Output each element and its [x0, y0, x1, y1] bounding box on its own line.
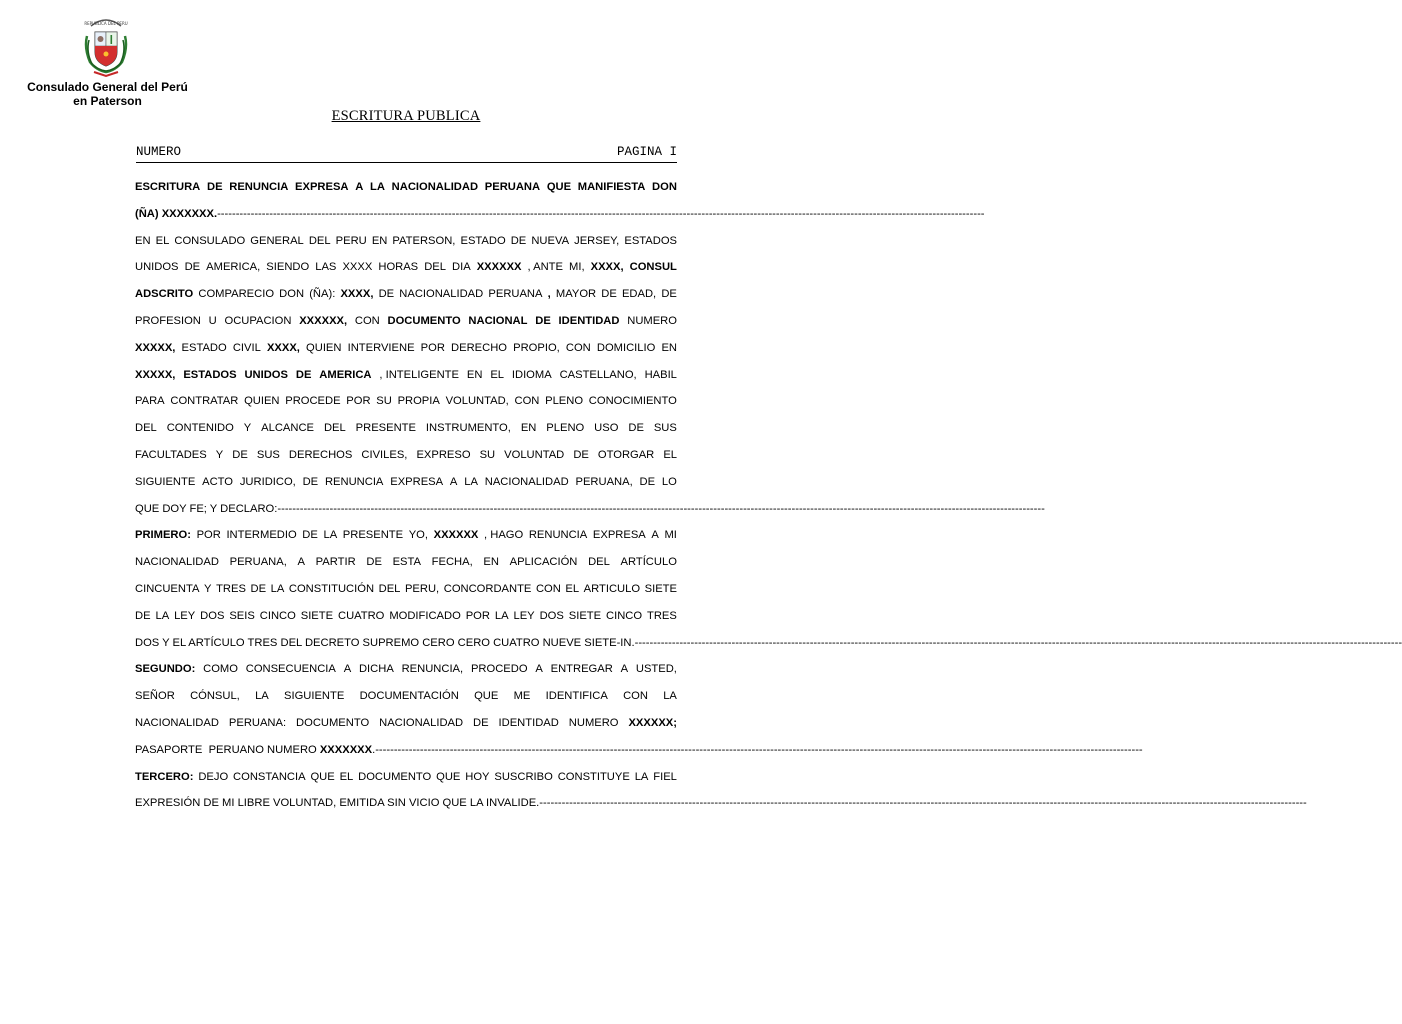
- bold-text: XXXXXX: [433, 529, 479, 542]
- body-line: [135, 469, 677, 496]
- body-text-run: MAYOR: [555, 288, 597, 301]
- body-text-run: ARTÍCULO: [620, 556, 677, 569]
- body-text-run: ENTREGAR: [550, 663, 613, 676]
- body-text-run: DE: [628, 422, 644, 435]
- body-text-run: DE: [573, 448, 589, 461]
- body-text-run: GENERAL: [250, 234, 304, 247]
- body-text-run: ME: [513, 690, 531, 703]
- body-text-run: A: [620, 663, 629, 676]
- body-text-run: LA: [494, 609, 509, 622]
- body-text-run: MODIFICADO: [389, 609, 461, 622]
- body-text-run: PERUANA,: [229, 556, 287, 569]
- body-text-run: EXPRESA: [592, 529, 646, 542]
- bold-text: ESCRITURA: [135, 181, 201, 193]
- body-text-run: DE: [232, 448, 248, 461]
- body-text-run: CON: [535, 582, 561, 595]
- body-text-run: INTERMEDIO: [226, 529, 297, 542]
- body-text-run: LA: [634, 770, 649, 783]
- body-text-run: DEL: [323, 422, 346, 435]
- body-text-run: SUSCRIBO: [494, 770, 553, 783]
- body-text-run: PERU,: [404, 582, 440, 595]
- body-line: [135, 201, 985, 228]
- body-text-run: PRESENTE: [342, 529, 404, 542]
- body-text-run: SUS: [256, 448, 280, 461]
- body-text-run: SEÑOR: [135, 690, 175, 703]
- body-text-run: NACIONALIDAD: [399, 288, 484, 301]
- body-text-run: DOCUMENTACIÓN: [359, 690, 459, 703]
- body-text-run: HABIL: [644, 368, 677, 381]
- body-text-run: POR: [346, 395, 371, 408]
- body-text-run: DE: [639, 475, 656, 488]
- body-text-run: POR: [420, 341, 445, 354]
- body-text-run: POR: [465, 609, 490, 622]
- body-text-run: SIENDO: [266, 261, 310, 274]
- body-text-run: PLENO: [546, 422, 585, 435]
- bold-text: NACIONALIDAD: [391, 181, 479, 193]
- body-text-run: ESTADO: [460, 234, 506, 247]
- body-text-run: CON: [565, 341, 591, 354]
- seal-lettering: REPUBLICA DEL PERU: [84, 21, 128, 26]
- body-text-run: SIGUIENTE: [284, 690, 345, 703]
- body-text-run: HORAS: [378, 261, 419, 274]
- body-line: [135, 656, 677, 683]
- consulate-name: [20, 80, 195, 108]
- body-text-run: DE: [510, 234, 527, 247]
- body-text-run: COMO: [203, 663, 238, 676]
- body-text-run: CIVILES,: [361, 448, 408, 461]
- body-text-run: PROFESION: [135, 314, 201, 327]
- body-text-run: A: [343, 663, 352, 676]
- body-text-run: DEL: [378, 582, 401, 595]
- bold-text: EXPRESA: [295, 181, 349, 193]
- body-text-run: A: [651, 529, 659, 542]
- body-line: [135, 174, 677, 201]
- body-text-run: , ANTE: [527, 261, 563, 274]
- body-line: [135, 710, 677, 737]
- bold-text: DOCUMENTO: [387, 314, 461, 327]
- body-text-run: .: [372, 743, 376, 756]
- body-text-run: DOCUMENTO: [358, 770, 432, 783]
- body-text-run: ARTICULO: [583, 582, 641, 595]
- body-text-run: DEJO: [198, 770, 229, 783]
- body-text-run: SUS: [653, 422, 677, 435]
- body-text-run: DEL: [424, 261, 446, 274]
- body-text-run: MI,: [569, 261, 585, 274]
- bold-text: DON: [652, 181, 677, 193]
- body-text-run: PASAPORTE PERUANO NUMERO: [135, 743, 320, 756]
- body-text-run: EL: [565, 582, 580, 595]
- body-text-run: EXPRESO: [416, 448, 471, 461]
- body-text-run: LA: [255, 690, 269, 703]
- body-text-run: QUE: [474, 690, 499, 703]
- body-line: [135, 764, 677, 791]
- body-line: [135, 790, 1307, 817]
- peru-coat-of-arms-icon: [82, 18, 130, 78]
- body-line: [135, 737, 1143, 764]
- body-text-run: CONTRATAR: [170, 395, 239, 408]
- bold-text: ESTADOS: [183, 368, 237, 381]
- body-text-run: NACIONALIDAD: [379, 716, 464, 729]
- bold-text: DE: [295, 368, 312, 381]
- body-text-run: LA: [323, 529, 338, 542]
- body-text-run: NUMERO: [568, 716, 619, 729]
- body-text-run: LAS: [315, 261, 337, 274]
- body-text-run: PROCEDE: [285, 395, 341, 408]
- bold-text: XXXXX,: [135, 368, 176, 381]
- body-text-run: PARTIR: [315, 556, 356, 569]
- body-text-run: DE: [661, 288, 677, 301]
- body-text-run: SIETE: [300, 609, 334, 622]
- body-line: [135, 362, 677, 389]
- body-text-run: YO,: [408, 529, 428, 542]
- body-text-run: XXXX: [342, 261, 373, 274]
- body-text-run: CINCO: [606, 609, 643, 622]
- bold-text: XXXXXX;: [628, 716, 677, 729]
- body-text-run: DE: [250, 582, 267, 595]
- consulate-line-1: Consulado General del Perú: [27, 80, 188, 94]
- body-text-run: CONSTANCIA: [233, 770, 306, 783]
- body-line: [135, 228, 677, 255]
- body-text-run: EN: [661, 341, 677, 354]
- body-text-run: RENUNCIA: [528, 529, 588, 542]
- body-text-run: , HAGO: [484, 529, 524, 542]
- body-text-run: DE: [378, 288, 395, 301]
- body-text-run: CASTELLANO,: [559, 368, 637, 381]
- body-text-run: NUMERO: [627, 314, 677, 327]
- body-text-run: EN: [466, 368, 483, 381]
- body-text-run: DIA: [452, 261, 471, 274]
- body-text-run: CONSTITUCIÓN: [288, 582, 375, 595]
- body-text-run: PROPIO,: [513, 341, 560, 354]
- body-text-run: CONCORDANTE: [443, 582, 532, 595]
- body-text-run: Y: [215, 448, 224, 461]
- body-text-run: DE: [473, 716, 489, 729]
- body-text-run: ESTADOS: [624, 234, 677, 247]
- body-text-run: QUIEN: [306, 341, 342, 354]
- body-line: [135, 281, 677, 308]
- body-text-run: A: [535, 663, 543, 676]
- body-text-run: DOMICILIO: [596, 341, 656, 354]
- body-line: [135, 308, 677, 335]
- body-line: [135, 576, 677, 603]
- body-text-run: QUIEN: [244, 395, 280, 408]
- body-text-run: AMERICA,: [206, 261, 261, 274]
- body-text-run: QUE: [436, 770, 461, 783]
- body-text-run: JERSEY,: [574, 234, 620, 247]
- body-text-run: QUE: [310, 770, 335, 783]
- body-text-run: CINCO: [259, 609, 296, 622]
- body-text-run: INTERVIENE: [347, 341, 415, 354]
- body-text-run: EDAD,: [621, 288, 657, 301]
- body-text-run: SIETE: [644, 582, 677, 595]
- body-text-run: FECHA,: [431, 556, 473, 569]
- body-text-run: EL: [490, 368, 504, 381]
- body-text-run: COMPARECIO: [198, 288, 275, 301]
- body-text-run: IDENTIDAD: [498, 716, 559, 729]
- body-text-run: JURIDICO,: [239, 475, 296, 488]
- body-text-run: DERECHO: [451, 341, 507, 354]
- header-number-label: NUMERO: [136, 145, 182, 159]
- body-text-run: DON: [279, 288, 305, 301]
- document-header: [136, 145, 677, 163]
- body-text-run: LA: [464, 475, 478, 488]
- bold-text: ADSCRITO: [135, 288, 194, 301]
- body-text-run: RENUNCIA,: [401, 663, 464, 676]
- body-text-run: DOS Y EL ARTÍCULO TRES DEL DECRETO SUPREMO CERO CERO CUATRO NUEVE SIETE-IN.: [135, 636, 635, 649]
- body-text-run: U: [208, 314, 217, 327]
- body-text-run: PROCEDO: [470, 663, 528, 676]
- body-text-run: CONSULADO: [174, 234, 246, 247]
- body-text-run: , INTELIGENTE: [379, 368, 459, 381]
- bold-text: PERUANA: [484, 181, 541, 193]
- body-line: [135, 683, 677, 710]
- bold-text: XXXX,: [590, 261, 624, 274]
- body-text-run: A: [297, 556, 305, 569]
- body-text-run: EL: [155, 234, 170, 247]
- bold-text: RENUNCIA: [229, 181, 289, 193]
- bold-text: (ÑA) XXXXXXX.: [135, 207, 218, 220]
- header-page-label: PAGINA I: [616, 145, 677, 159]
- bold-text: XXXXX,: [135, 341, 176, 354]
- bold-text: XXXX,: [266, 341, 300, 354]
- bold-text: DE: [535, 314, 551, 327]
- body-text-run: NACIONALIDAD: [135, 556, 219, 569]
- bold-text: PRIMERO:: [135, 529, 191, 542]
- body-line: [135, 415, 677, 442]
- body-text-run: EN: [135, 234, 151, 247]
- body-text-run: PERUANA: [488, 288, 543, 301]
- bold-text: NACIONAL: [468, 314, 528, 327]
- bold-text: UNIDOS: [244, 368, 288, 381]
- body-line: [135, 603, 677, 630]
- bold-text: TERCERO:: [135, 770, 194, 783]
- dash-filler: --------------------------------------------------------------------------------------------------------------------------------------------------------------------------------------------------------------: [277, 502, 1045, 515]
- body-text-run: DOS: [200, 609, 225, 622]
- dash-filler: --------------------------------------------------------------------------------------------------------------------------------------------------------------------------------------------------------------: [375, 743, 1143, 756]
- body-text-run: TRES: [646, 609, 677, 622]
- body-text-run: DOCUMENTO: [296, 716, 370, 729]
- body-text-run: UNIDOS: [135, 261, 179, 274]
- body-text-run: (ÑA):: [309, 288, 336, 301]
- bold-text: CONSUL: [629, 261, 677, 274]
- body-text-run: LA: [663, 690, 677, 703]
- body-text-run: CONSECUENCIA: [245, 663, 336, 676]
- body-text-run: SU: [479, 448, 496, 461]
- body-text-run: USO: [594, 422, 619, 435]
- body-text-run: EN: [483, 556, 499, 569]
- body-text-run: CUATRO: [337, 609, 385, 622]
- body-line: [135, 630, 1402, 657]
- body-text-run: SIETE: [568, 609, 602, 622]
- body-text-run: ACTO: [202, 475, 233, 488]
- body-text-run: DERECHOS: [288, 448, 353, 461]
- body-line: [135, 335, 677, 362]
- body-text-run: CONOCIMIENTO: [588, 395, 677, 408]
- body-line: [135, 254, 677, 281]
- body-text-run: SIGUIENTE: [135, 475, 196, 488]
- body-text-run: CÓNSUL,: [190, 690, 240, 703]
- bold-text: MANIFIESTA: [577, 181, 646, 193]
- body-text-run: CINCUENTA: [135, 582, 200, 595]
- body-text-run: MI: [664, 529, 677, 542]
- body-text-run: TRES: [216, 582, 246, 595]
- body-text-run: VOLUNTAD: [504, 448, 565, 461]
- bold-text: SEGUNDO:: [135, 663, 196, 676]
- body-text-run: LEY: [513, 609, 535, 622]
- body-text-run: EXPRESA: [390, 475, 444, 488]
- bold-text: LA: [370, 181, 385, 193]
- body-text-run: POR: [196, 529, 221, 542]
- body-text-run: DE: [366, 556, 382, 569]
- bold-text: XXXXXX: [476, 261, 522, 274]
- dash-filler: --------------------------------------------------------------------------------------------------------------------------------------------------------------------------------------------------------------: [539, 797, 1307, 810]
- body-text-run: Y: [243, 422, 252, 435]
- body-text-run: LEY: [174, 609, 196, 622]
- body-text-run: NUEVA: [531, 234, 570, 247]
- body-text-run: EN: [371, 234, 388, 247]
- body-text-run: PARA: [135, 395, 165, 408]
- bold-text: DE: [206, 181, 223, 193]
- body-text-run: DE: [135, 609, 151, 622]
- body-text-run: LA: [155, 609, 170, 622]
- body-text-run: DEL: [135, 422, 157, 435]
- body-text-run: CON: [514, 395, 540, 408]
- bold-text: ,: [547, 288, 551, 301]
- consulate-line-2: en Paterson: [73, 94, 142, 108]
- body-line: [135, 442, 677, 469]
- body-text-run: DE: [184, 261, 201, 274]
- body-text-run: RENUNCIA: [324, 475, 384, 488]
- body-text-run: EXPRESIÓN DE MI LIBRE VOLUNTAD, EMITIDA SIN VICIO QUE LA INVALIDE.: [135, 797, 540, 810]
- body-text-run: DE: [601, 288, 617, 301]
- body-text-run: FIEL: [653, 770, 677, 783]
- body-text-run: OCUPACION: [224, 314, 292, 327]
- body-line: [135, 522, 677, 549]
- body-text-run: CIVIL: [232, 341, 261, 354]
- body-text-run: PROPIA: [397, 395, 440, 408]
- body-text-run: SU: [376, 395, 392, 408]
- body-text-run: PLENO: [545, 395, 584, 408]
- body-text-run: PERUANA,: [575, 475, 633, 488]
- body-text-run: LO: [661, 475, 677, 488]
- body-line: [135, 496, 1045, 523]
- body-text-run: IDIOMA: [511, 368, 552, 381]
- body-text-run: APLICACIÓN: [509, 556, 578, 569]
- body-text-run: DICHA: [358, 663, 394, 676]
- document-title: ESCRITURA PUBLICA: [331, 108, 481, 124]
- body-text-run: DE: [302, 529, 318, 542]
- body-text-run: CON: [354, 314, 380, 327]
- body-text-run: USTED,: [635, 663, 677, 676]
- body-text-run: ALCANCE: [261, 422, 315, 435]
- body-text-run: HOY: [465, 770, 490, 783]
- body-text-run: NACIONALIDAD: [135, 716, 219, 729]
- body-text-run: VOLUNTAD,: [445, 395, 509, 408]
- body-text-run: EL: [663, 448, 677, 461]
- body-text-run: QUE DOY FE; Y DECLARO:: [135, 502, 278, 515]
- body-text-run: CON: [623, 690, 648, 703]
- body-text-run: ESTA: [392, 556, 421, 569]
- body-text-run: SEIS: [229, 609, 255, 622]
- bold-text: XXXXXX,: [299, 314, 348, 327]
- body-text-run: CONTENIDO: [166, 422, 234, 435]
- bold-text: XXXXXXX: [319, 743, 373, 756]
- body-text-run: DEL: [308, 234, 331, 247]
- body-text-run: DOS: [539, 609, 564, 622]
- body-text-run: EL: [339, 770, 354, 783]
- body-line: [135, 549, 677, 576]
- body-text-run: IDENTIFICA: [545, 690, 608, 703]
- body-text-run: PERUANA:: [228, 716, 287, 729]
- dash-filler: --------------------------------------------------------------------------------------------------------------------------------------------------------------------------------------------------------------: [634, 636, 1402, 649]
- body-text-run: PATERSON,: [392, 234, 456, 247]
- body-text-run: DE: [302, 475, 319, 488]
- document-body: [135, 174, 1402, 817]
- body-text-run: ESTADO: [181, 341, 227, 354]
- body-text-run: OTORGAR: [597, 448, 655, 461]
- body-text-run: FACULTADES: [135, 448, 207, 461]
- bold-text: QUE: [546, 181, 572, 193]
- body-text-run: DEL: [588, 556, 610, 569]
- body-text-run: LA: [270, 582, 285, 595]
- body-text-run: INSTRUMENTO,: [425, 422, 511, 435]
- bold-text: A: [355, 181, 364, 193]
- bold-text: AMERICA: [319, 368, 372, 381]
- body-text-run: CONSTITUYE: [557, 770, 630, 783]
- dash-filler: --------------------------------------------------------------------------------------------------------------------------------------------------------------------------------------------------------------: [217, 207, 985, 220]
- body-text-run: PERU: [335, 234, 367, 247]
- bold-text: XXXX,: [340, 288, 374, 301]
- body-text-run: EN: [520, 422, 537, 435]
- body-text-run: PRESENTE: [355, 422, 416, 435]
- body-text-run: NACIONALIDAD: [484, 475, 569, 488]
- body-line: [135, 388, 677, 415]
- bold-text: IDENTIDAD: [558, 314, 620, 327]
- body-text-run: Y: [204, 582, 212, 595]
- body-text-run: A: [449, 475, 458, 488]
